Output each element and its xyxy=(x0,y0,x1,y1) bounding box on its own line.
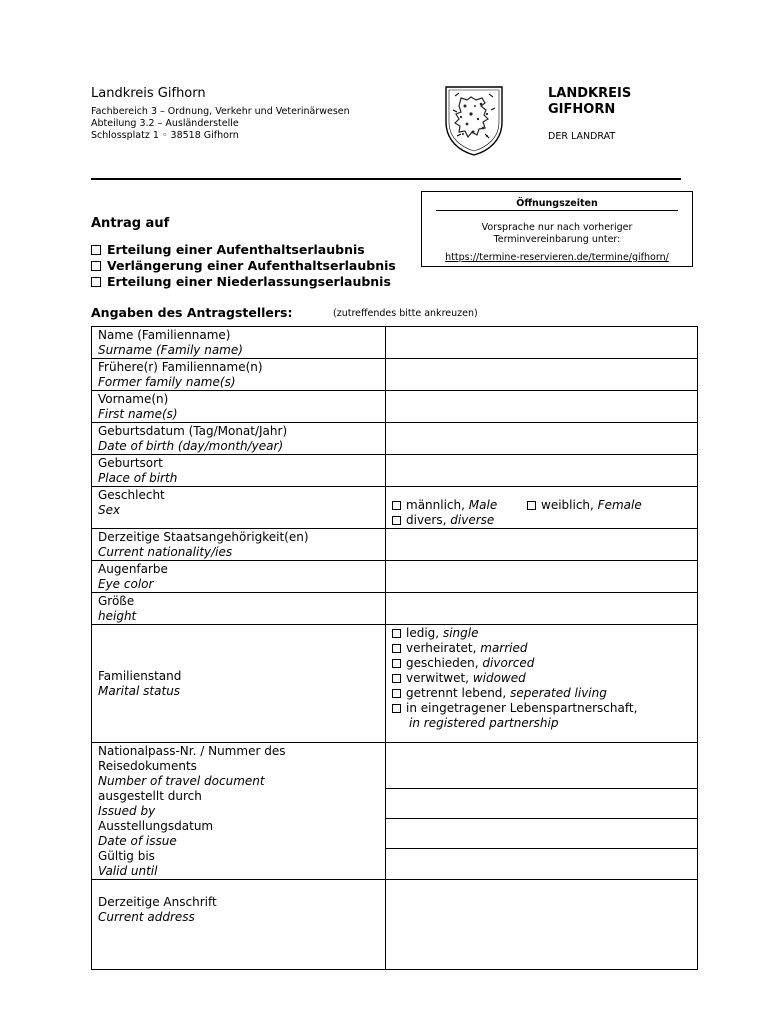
application-option[interactable] xyxy=(91,258,396,274)
marital-status-field xyxy=(386,625,698,743)
opening-hours-text xyxy=(422,222,692,246)
authority-name: Landkreis Gifhorn xyxy=(91,86,206,101)
field-label: Größe height xyxy=(92,593,386,625)
checkbox[interactable] xyxy=(392,659,401,668)
checkbox[interactable] xyxy=(527,501,536,510)
field-label: Familienstand Marital status xyxy=(92,625,386,743)
marital-option[interactable]: in eingetragener Lebenspartnerschaft, xyxy=(392,701,691,716)
table-row xyxy=(92,391,698,423)
opening-hours-line: Vorsprache nur nach vorheriger xyxy=(481,222,633,233)
checkbox[interactable] xyxy=(91,277,101,287)
table-row xyxy=(92,561,698,593)
marital-option[interactable]: getrennt lebend, seperated living xyxy=(392,686,691,701)
field-label: Vorname(n) First name(s) xyxy=(92,391,386,423)
field-label: Geburtsdatum (Tag/Monat/Jahr) Date of birth (day/month/year) xyxy=(92,423,386,455)
sex-option-male[interactable]: männlich, Male weiblich, Female xyxy=(392,498,691,513)
marital-option[interactable]: verwitwet, widowed xyxy=(392,671,691,686)
table-row xyxy=(92,743,698,880)
table-row xyxy=(92,593,698,625)
field-label: Geschlecht Sex xyxy=(92,487,386,529)
first-name-field[interactable] xyxy=(386,391,698,423)
sex-option-female[interactable]: weiblich, Female xyxy=(527,498,642,513)
checkbox[interactable] xyxy=(392,516,401,525)
marital-option[interactable]: geschieden, divorced xyxy=(392,656,691,671)
place-of-birth-field[interactable] xyxy=(386,455,698,487)
sex-option-diverse[interactable]: divers, diverse xyxy=(392,513,691,528)
application-options xyxy=(91,242,396,290)
district-title xyxy=(548,86,631,118)
checkbox[interactable] xyxy=(392,629,401,638)
authority-address xyxy=(91,106,350,142)
opening-hours-title: Öffnungszeiten xyxy=(436,198,678,211)
table-row xyxy=(92,529,698,561)
coat-of-arms-icon xyxy=(443,84,505,158)
opening-hours-line: Terminvereinbarung unter: xyxy=(493,234,621,245)
field-label: Derzeitige Anschrift Current address xyxy=(92,880,386,970)
header-divider xyxy=(91,178,681,180)
eye-color-field[interactable] xyxy=(386,561,698,593)
appointment-link[interactable]: https://termine-reservieren.de/termine/gifhorn/ xyxy=(445,252,669,263)
field-label: Augenfarbe Eye color xyxy=(92,561,386,593)
field-label: Frühere(r) Familienname(n) Former family name(s) xyxy=(92,359,386,391)
table-row xyxy=(92,327,698,359)
height-field[interactable] xyxy=(386,593,698,625)
table-row xyxy=(92,625,698,743)
checkbox[interactable] xyxy=(392,501,401,510)
field-label: Nationalpass-Nr. / Nummer des Reisedokuments Number of travel document ausgestellt durch Issued by Ausstellungsdatum Date of issue Gültig bis Valid until xyxy=(92,743,386,880)
table-row xyxy=(92,423,698,455)
table-row xyxy=(92,359,698,391)
checkbox[interactable] xyxy=(392,704,401,713)
checkbox[interactable] xyxy=(392,674,401,683)
applicant-hint: (zutreffendes bitte ankreuzen) xyxy=(333,308,478,319)
valid-until-field[interactable] xyxy=(386,848,697,877)
marital-option[interactable]: ledig, single xyxy=(392,626,691,641)
table-row xyxy=(92,880,698,970)
address-line: Abteilung 3.2 – Ausländerstelle xyxy=(91,118,239,129)
address-line: Fachbereich 3 – Ordnung, Verkehr und Veterinärwesen xyxy=(91,106,350,117)
document-number-field[interactable] xyxy=(386,743,697,788)
current-address-field[interactable] xyxy=(386,880,698,970)
address-line: Schlossplatz 1 ◦ 38518 Gifhorn xyxy=(91,130,239,141)
application-heading: Antrag auf xyxy=(91,216,170,231)
application-option[interactable] xyxy=(91,274,396,290)
district-title-line: LANDKREIS xyxy=(548,86,632,101)
marital-option-continued: in registered partnership xyxy=(409,716,559,730)
surname-field[interactable] xyxy=(386,327,698,359)
option-label: Erteilung einer Aufenthaltserlaubnis xyxy=(107,242,365,257)
district-subtitle: DER LANDRAT xyxy=(548,131,616,142)
applicant-table xyxy=(91,326,698,970)
option-label: Erteilung einer Niederlassungserlaubnis xyxy=(107,274,391,289)
marital-option[interactable]: verheiratet, married xyxy=(392,641,691,656)
sex-field xyxy=(386,487,698,529)
applicant-heading: Angaben des Antragstellers: xyxy=(91,305,293,320)
date-of-birth-field[interactable] xyxy=(386,423,698,455)
nationality-field[interactable] xyxy=(386,529,698,561)
travel-document-fields xyxy=(386,743,698,880)
field-label: Geburtsort Place of birth xyxy=(92,455,386,487)
application-option[interactable] xyxy=(91,242,396,258)
checkbox[interactable] xyxy=(392,644,401,653)
field-label: Name (Familienname) Surname (Family name) xyxy=(92,327,386,359)
option-label: Verlängerung einer Aufenthaltserlaubnis xyxy=(107,258,396,273)
district-title-line: GIFHORN xyxy=(548,102,616,117)
field-label: Derzeitige Staatsangehörigkeit(en) Current nationality/ies xyxy=(92,529,386,561)
issue-date-field[interactable] xyxy=(386,818,697,848)
checkbox[interactable] xyxy=(392,689,401,698)
travel-document-subtable xyxy=(386,743,697,877)
opening-hours-box xyxy=(421,191,693,267)
checkbox[interactable] xyxy=(91,261,101,271)
table-row xyxy=(92,455,698,487)
issued-by-field[interactable] xyxy=(386,788,697,818)
table-row xyxy=(92,487,698,529)
checkbox[interactable] xyxy=(91,245,101,255)
former-name-field[interactable] xyxy=(386,359,698,391)
